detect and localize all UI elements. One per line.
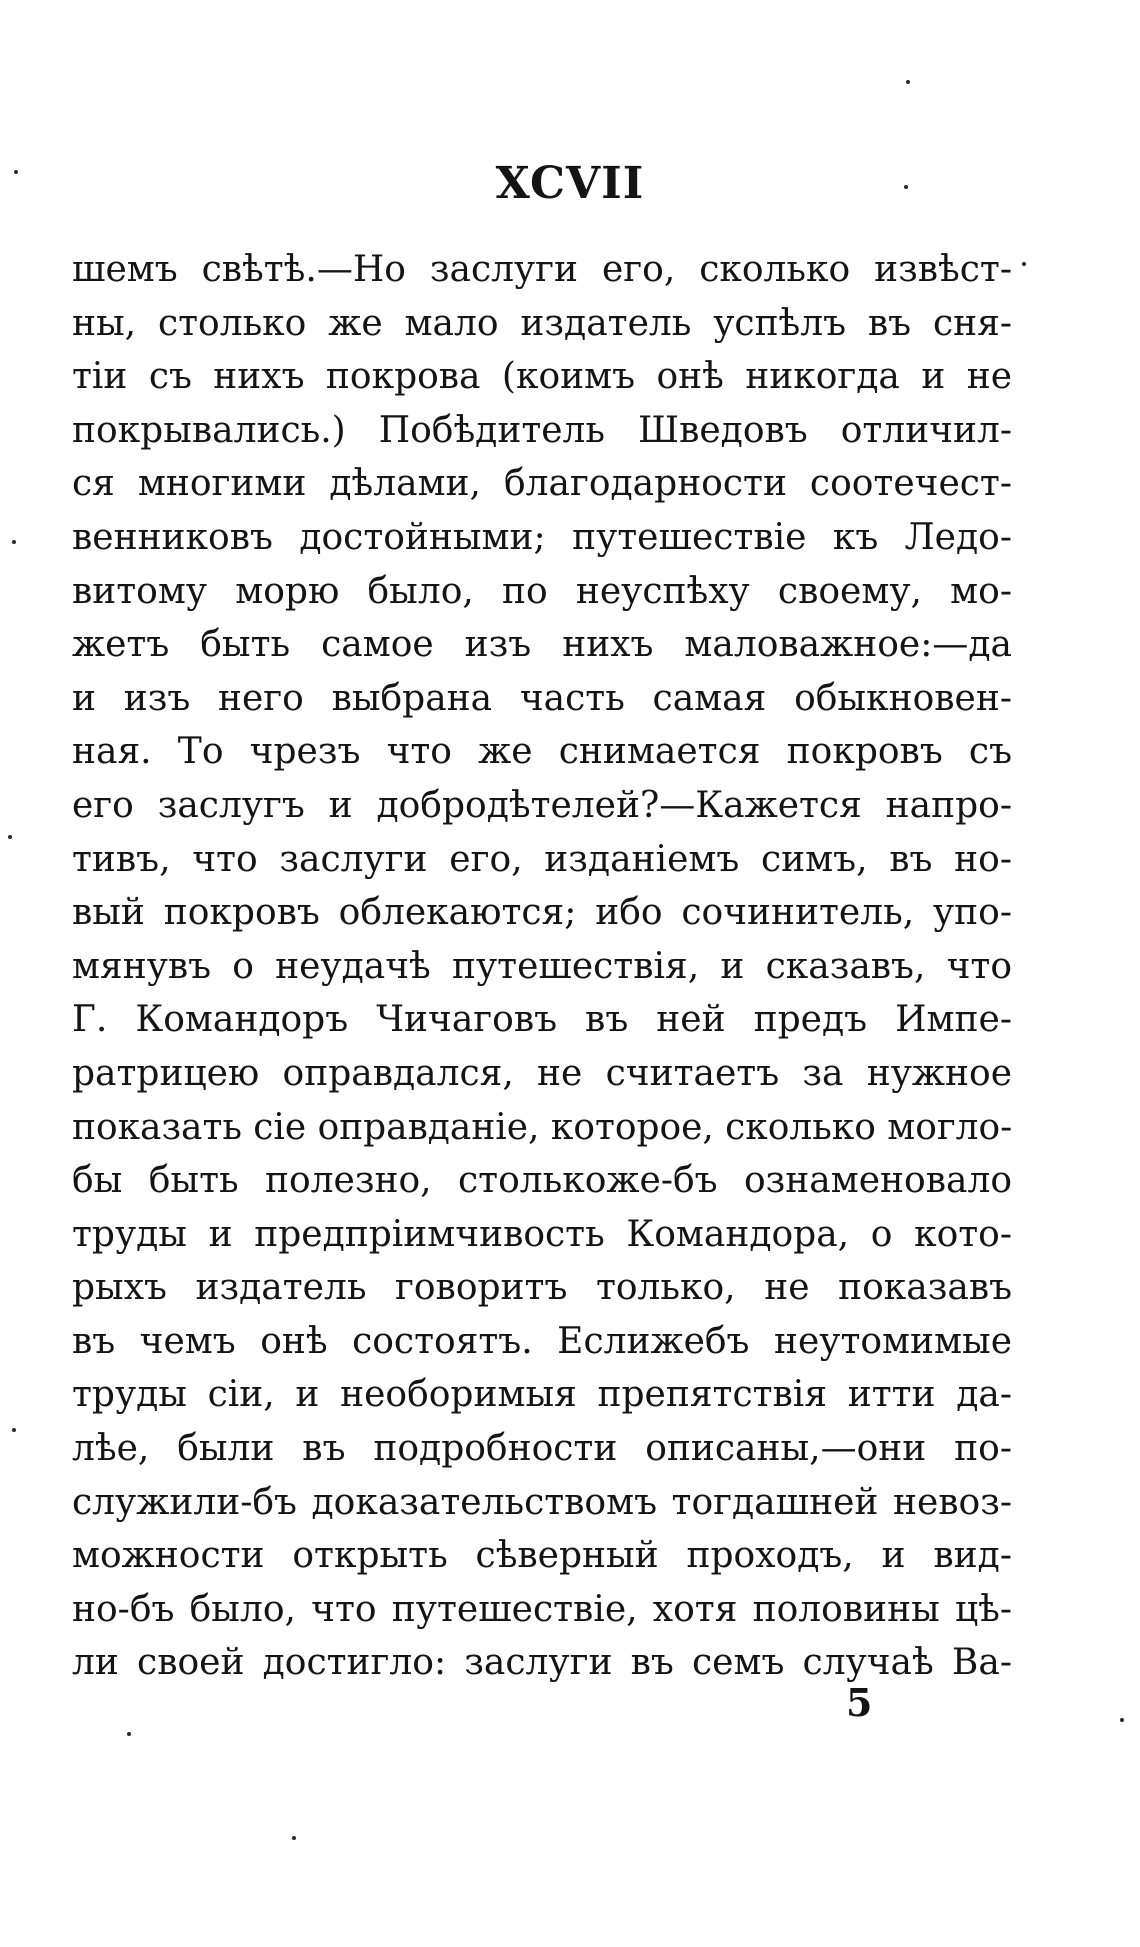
text-line: ны, столько же мало издатель успѣлъ въ сня- — [72, 302, 1012, 344]
text-line: ли своей достигло: заслуги въ семъ случаѣ Ва- — [72, 1642, 1012, 1684]
text-line: покрывались.) Побѣдитель Шведовъ отличил- — [72, 409, 1012, 451]
scan-speck — [12, 1428, 16, 1432]
text-line: мянувъ о неудачѣ путешествія, и сказавъ, что — [72, 945, 1012, 987]
page-header-roman-numeral: XCVII — [495, 158, 645, 209]
text-line: Г. Командоръ Чичаговъ въ ней предъ Импе- — [72, 999, 1012, 1041]
text-line: лѣе, были въ подробности описаны,—они по- — [72, 1428, 1012, 1470]
text-line: ная. То чрезъ что же снимается покровъ съ — [72, 731, 1012, 773]
text-line: шемъ свѣтѣ.—Но заслуги его, сколько извѣст- — [72, 249, 1012, 290]
text-line: труды сіи, и необоримыя препятствія итти да- — [72, 1374, 1012, 1416]
text-line: но-бъ было, что путешествіе, хотя половины цѣ- — [72, 1588, 1012, 1630]
text-line: витому морю было, по неуспѣху своему, мо- — [72, 570, 1012, 612]
text-line: его заслугъ и добродѣтелей?—Кажется напро- — [72, 784, 1012, 826]
text-line: ся многими дѣлами, благодарности соотечест- — [72, 463, 1012, 505]
signature-mark: 5 — [846, 1680, 873, 1725]
text-line: жетъ быть самое изъ нихъ маловажное:—да — [72, 624, 1012, 666]
scan-speck — [904, 185, 908, 189]
text-line: ратрицею оправдался, не считаетъ за нужное — [72, 1052, 1012, 1094]
text-line: и изъ него выбрана часть самая обыкновен- — [72, 677, 1012, 719]
text-line: бы быть полезно, столькоже-бъ ознаменовало — [72, 1160, 1012, 1202]
text-line: тивъ, что заслуги его, изданіемъ симъ, въ но- — [72, 838, 1012, 880]
scan-speck — [8, 835, 12, 839]
text-line: вый покровъ облекаются; ибо сочинитель, упо- — [72, 892, 1012, 934]
text-line: рыхъ издатель говоритъ только, не показавъ — [72, 1267, 1012, 1309]
scan-speck — [1120, 1718, 1124, 1722]
scan-speck — [906, 80, 910, 84]
text-line: тіи съ нихъ покрова (коимъ онѣ никогда и не — [72, 356, 1012, 398]
text-line: можности открыть сѣверный проходъ, и вид- — [72, 1535, 1012, 1577]
scan-speck — [1022, 262, 1026, 266]
text-line: венниковъ достойными; путешествіе къ Ледо- — [72, 516, 1012, 558]
text-line: труды и предпріимчивость Командора, о кото- — [72, 1213, 1012, 1255]
scan-speck — [127, 1732, 131, 1736]
text-line: показать сіе оправданіе, которое, сколько могло- — [72, 1106, 1013, 1148]
text-line: въ чемъ онѣ состоятъ. Еслижебъ неутомимые — [72, 1320, 1012, 1362]
scan-speck — [14, 170, 18, 174]
body-text — [72, 243, 1012, 1690]
scan-speck — [292, 1836, 296, 1840]
text-line: служили-бъ доказательствомъ тогдашней невоз- — [72, 1481, 1012, 1523]
scan-speck — [12, 540, 16, 544]
